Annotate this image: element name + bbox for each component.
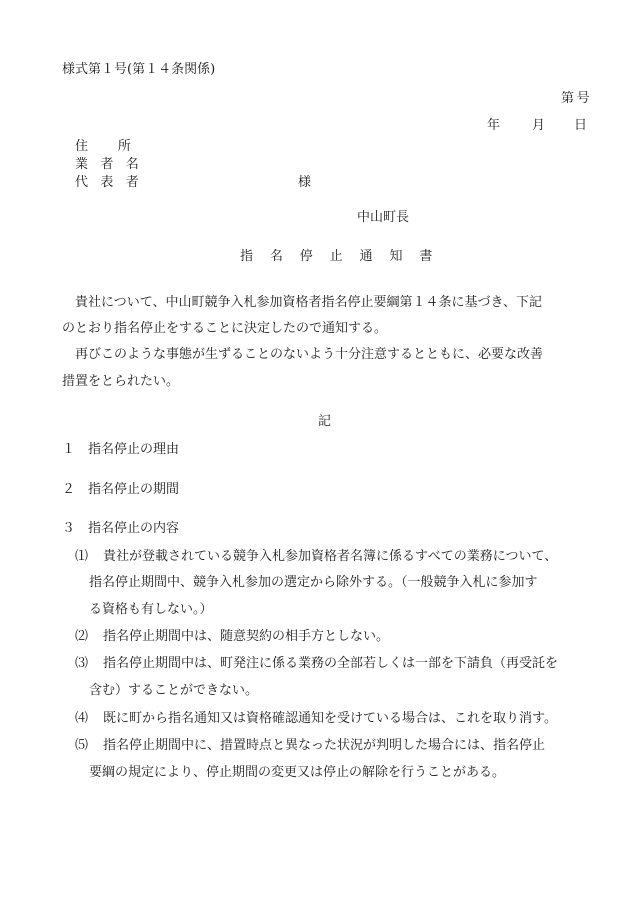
address-label: 住所 (75, 139, 161, 154)
ki-heading: 記 (318, 414, 332, 429)
item-3-line-1: 指名停止期間中は、町発注に係る業務の全部若しくは一部を下請負（再受託を (103, 656, 559, 671)
body-paragraph-1-line-2: のとおり指名停止をすることに決定したので通知する。 (62, 321, 388, 336)
section-2-label: 指名停止の期間 (88, 482, 180, 497)
honorific-sama: 様 (298, 175, 312, 190)
item-5-line-1: 指名停止期間中に、措置時点と異なった状況が判明した場合には、指名停止 (103, 738, 546, 753)
section-1-number: １ (62, 442, 76, 457)
body-paragraph-2-line-1: 再びこのような事態が生ずることのないよう十分注意するとともに、必要な改善 (75, 347, 544, 362)
item-1-line-2: 指名停止期間中、競争入札参加の選定から除外する。（一般競争入札に参加す (89, 575, 538, 590)
date-day-label: 日 (574, 118, 588, 133)
section-1-label: 指名停止の理由 (88, 442, 180, 457)
item-5-number: ⑸ (75, 738, 89, 753)
section-3-number: ３ (62, 521, 76, 536)
item-5-line-2: 要綱の規定により、停止期間の変更又は停止の解除を行うことがある。 (89, 765, 506, 780)
item-1-line-3: る資格も有しない。） (89, 602, 213, 617)
item-4-number: ⑷ (75, 711, 89, 726)
form-number: 様式第１号(第１４条関係) (62, 62, 216, 77)
item-2-number: ⑵ (75, 629, 89, 644)
date-month-label: 月 (532, 118, 546, 133)
item-2-line-1: 指名停止期間中は、随意契約の相手方としない。 (103, 629, 390, 644)
item-3-line-2: 含む）することができない。 (89, 683, 259, 698)
document-number-label: 第号 (561, 91, 593, 106)
date-year-label: 年 (487, 118, 501, 133)
representative-label: 代表者 (75, 175, 152, 190)
company-name-label: 業者名 (75, 157, 152, 172)
section-2-number: ２ (62, 482, 76, 497)
section-3-label: 指名停止の内容 (88, 521, 180, 536)
document-title: 指名停止通知書 (240, 249, 450, 264)
item-1-line-1: 貴社が登載されている競争入札参加資格者名簿に係るすべての業務について、 (103, 549, 558, 564)
item-1-number: ⑴ (75, 549, 89, 564)
item-4-line-1: 既に町から指名通知又は資格確認通知を受けている場合は、これを取り消す。 (103, 711, 557, 726)
item-3-number: ⑶ (75, 656, 89, 671)
body-paragraph-1-line-1: 貴社について、中山町競争入札参加資格者指名停止要綱第１４条に基づき、下記 (75, 295, 542, 310)
sender-name: 中山町長 (357, 210, 410, 225)
body-paragraph-2-line-2: 措置をとられたい。 (62, 374, 180, 389)
